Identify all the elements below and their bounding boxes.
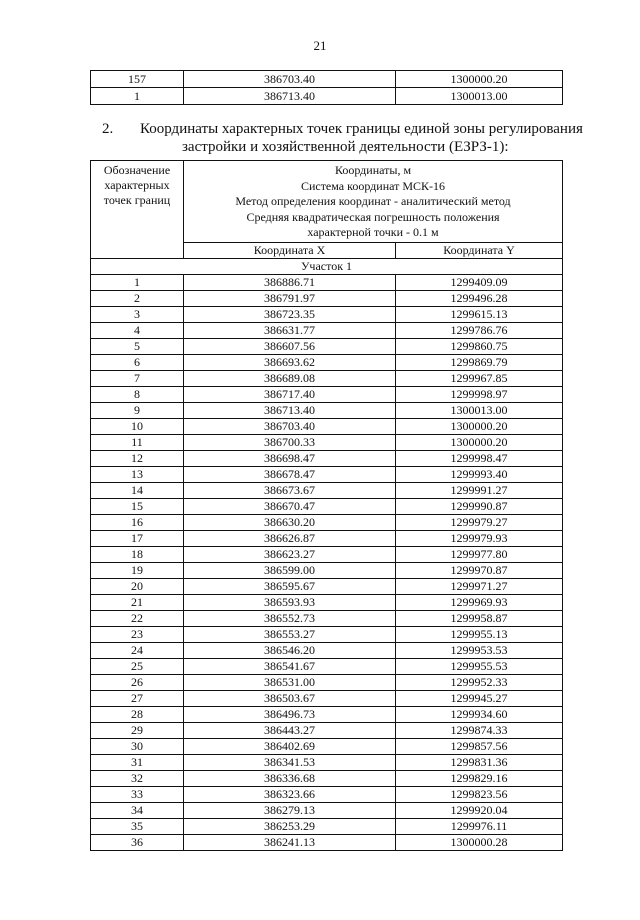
- point-number-cell: 18: [91, 546, 184, 562]
- y-coordinate-cell: 1299615.13: [396, 306, 563, 322]
- table-row: [91, 370, 563, 386]
- x-coordinate-cell: 386723.35: [184, 306, 396, 322]
- y-coordinate-cell: 1299955.13: [396, 626, 563, 642]
- point-number-cell: 25: [91, 658, 184, 674]
- y-coordinate-cell: 1300000.28: [396, 834, 563, 850]
- y-coordinate-cell: 1299953.53: [396, 642, 563, 658]
- y-coordinate-cell: 1299998.47: [396, 450, 563, 466]
- point-number-cell: 33: [91, 786, 184, 802]
- point-number-cell: 29: [91, 722, 184, 738]
- point-number-cell: 4: [91, 322, 184, 338]
- page-number: 21: [313, 38, 327, 53]
- table-row: [91, 498, 563, 514]
- y-coordinate-cell: 1299979.93: [396, 530, 563, 546]
- table-row: [91, 386, 563, 402]
- y-coordinate-cell: 1299860.75: [396, 338, 563, 354]
- x-coordinate-cell: 386402.69: [184, 738, 396, 754]
- y-coordinate-cell: 1299993.40: [396, 466, 563, 482]
- x-coordinate-cell: 386336.68: [184, 770, 396, 786]
- x-coordinate-cell: 386703.40: [184, 418, 396, 434]
- coordinates-table: [90, 160, 563, 851]
- x-coordinate-cell: 386599.00: [184, 562, 396, 578]
- x-coordinate-cell: 386678.47: [184, 466, 396, 482]
- y-coordinate-cell: 1299969.93: [396, 594, 563, 610]
- point-number-cell: 1: [91, 274, 184, 290]
- point-number-cell: 2: [91, 290, 184, 306]
- x-coordinate-cell: 386443.27: [184, 722, 396, 738]
- x-coordinate-cell: 386607.56: [184, 338, 396, 354]
- x-coordinate-cell: 386700.33: [184, 434, 396, 450]
- table-row: [91, 306, 563, 322]
- x-coordinate-cell: 386791.97: [184, 290, 396, 306]
- x-coordinate-cell: 386279.13: [184, 802, 396, 818]
- point-number-cell: 1: [91, 88, 184, 105]
- point-number-cell: 16: [91, 514, 184, 530]
- previous-table-continuation: [90, 70, 563, 105]
- y-coordinate-cell: 1299991.27: [396, 482, 563, 498]
- point-number-cell: 19: [91, 562, 184, 578]
- point-number-cell: 36: [91, 834, 184, 850]
- y-coordinate-cell: 1299958.87: [396, 610, 563, 626]
- point-number-cell: 34: [91, 802, 184, 818]
- y-coordinate-cell: 1300000.20: [396, 418, 563, 434]
- table-row: [91, 610, 563, 626]
- x-coordinate-cell: 386531.00: [184, 674, 396, 690]
- y-coordinate-cell: 1299869.79: [396, 354, 563, 370]
- y-column-header: Координата Y: [396, 242, 563, 258]
- x-column-header: Координата X: [184, 242, 396, 258]
- table-row: [91, 402, 563, 418]
- x-coordinate-cell: 386713.40: [184, 402, 396, 418]
- y-coordinate-cell: 1300013.00: [396, 402, 563, 418]
- table-row: [91, 578, 563, 594]
- y-coordinate-cell: 1299990.87: [396, 498, 563, 514]
- table-row: [91, 818, 563, 834]
- point-number-cell: 13: [91, 466, 184, 482]
- y-coordinate-cell: 1299976.11: [396, 818, 563, 834]
- x-coordinate-cell: 386546.20: [184, 642, 396, 658]
- point-number-cell: 22: [91, 610, 184, 626]
- table-row: [91, 338, 563, 354]
- x-coordinate-cell: 386670.47: [184, 498, 396, 514]
- x-coordinate-cell: 386717.40: [184, 386, 396, 402]
- x-coordinate-cell: 386553.27: [184, 626, 396, 642]
- table-row: [91, 626, 563, 642]
- table-row: [91, 802, 563, 818]
- x-coordinate-cell: 386626.87: [184, 530, 396, 546]
- table-row: [91, 290, 563, 306]
- x-coordinate-cell: 386673.67: [184, 482, 396, 498]
- x-coordinate-cell: 386713.40: [184, 88, 396, 105]
- table-row: [91, 562, 563, 578]
- coordinates-header: Координаты, м Система координат МСК-16 Метод определения координат - аналитический метод Средняя квадратическая погрешность положения характерной точки - 0.1 м: [184, 161, 563, 243]
- point-number-cell: 12: [91, 450, 184, 466]
- point-number-cell: 157: [91, 71, 184, 88]
- y-coordinate-cell: 1299829.16: [396, 770, 563, 786]
- point-number-cell: 23: [91, 626, 184, 642]
- point-number-cell: 5: [91, 338, 184, 354]
- table-row: [91, 706, 563, 722]
- x-coordinate-cell: 386323.66: [184, 786, 396, 802]
- point-number-cell: 30: [91, 738, 184, 754]
- y-coordinate-cell: 1299967.85: [396, 370, 563, 386]
- point-number-cell: 20: [91, 578, 184, 594]
- point-number-cell: 32: [91, 770, 184, 786]
- point-designation-header: Обозначение характерных точек границ: [91, 161, 184, 259]
- table-row: [91, 450, 563, 466]
- point-number-cell: 14: [91, 482, 184, 498]
- point-number-cell: 28: [91, 706, 184, 722]
- y-coordinate-cell: 1299952.33: [396, 674, 563, 690]
- x-coordinate-cell: 386698.47: [184, 450, 396, 466]
- y-coordinate-cell: 1299971.27: [396, 578, 563, 594]
- y-coordinate-cell: 1300000.20: [396, 434, 563, 450]
- y-coordinate-cell: 1299934.60: [396, 706, 563, 722]
- table-row: [91, 418, 563, 434]
- y-coordinate-cell: 1299786.76: [396, 322, 563, 338]
- table-row: [91, 722, 563, 738]
- y-coordinate-cell: 1299998.97: [396, 386, 563, 402]
- x-coordinate-cell: 386630.20: [184, 514, 396, 530]
- table-row: [91, 530, 563, 546]
- point-number-cell: 7: [91, 370, 184, 386]
- x-coordinate-cell: 386241.13: [184, 834, 396, 850]
- x-coordinate-cell: 386886.71: [184, 274, 396, 290]
- point-number-cell: 11: [91, 434, 184, 450]
- y-coordinate-cell: 1299874.33: [396, 722, 563, 738]
- x-coordinate-cell: 386595.67: [184, 578, 396, 594]
- y-coordinate-cell: 1299823.56: [396, 786, 563, 802]
- heading-line-2: застройки и хозяйственной деятельности (ЕЗРЗ-1):: [182, 139, 509, 155]
- table-row: [91, 274, 563, 290]
- point-number-cell: 10: [91, 418, 184, 434]
- x-coordinate-cell: 386552.73: [184, 610, 396, 626]
- x-coordinate-cell: 386503.67: [184, 690, 396, 706]
- x-coordinate-cell: 386593.93: [184, 594, 396, 610]
- table-row: [91, 834, 563, 850]
- table-row: [91, 466, 563, 482]
- y-coordinate-cell: 1299920.04: [396, 802, 563, 818]
- y-coordinate-cell: 1299979.27: [396, 514, 563, 530]
- point-number-cell: 26: [91, 674, 184, 690]
- section-title: Участок 1: [91, 258, 563, 274]
- table-row: [91, 754, 563, 770]
- point-number-cell: 17: [91, 530, 184, 546]
- y-coordinate-cell: 1299409.09: [396, 274, 563, 290]
- table-row: [91, 738, 563, 754]
- table-row: [91, 642, 563, 658]
- table-row: [91, 482, 563, 498]
- y-coordinate-cell: 1300013.00: [396, 88, 563, 105]
- y-coordinate-cell: 1299857.56: [396, 738, 563, 754]
- point-number-cell: 9: [91, 402, 184, 418]
- table-row: [91, 322, 563, 338]
- table-row: [91, 546, 563, 562]
- point-number-cell: 31: [91, 754, 184, 770]
- x-coordinate-cell: 386693.62: [184, 354, 396, 370]
- point-number-cell: 15: [91, 498, 184, 514]
- table-row: [91, 786, 563, 802]
- y-coordinate-cell: 1299831.36: [396, 754, 563, 770]
- y-coordinate-cell: 1299970.87: [396, 562, 563, 578]
- x-coordinate-cell: 386703.40: [184, 71, 396, 88]
- table-row: [91, 770, 563, 786]
- table-row: [91, 514, 563, 530]
- table-row: [91, 658, 563, 674]
- heading-number: 2.: [102, 121, 114, 137]
- table-row: [91, 690, 563, 706]
- table-row: [91, 354, 563, 370]
- point-number-cell: 21: [91, 594, 184, 610]
- table-row: [91, 88, 563, 105]
- y-coordinate-cell: 1299955.53: [396, 658, 563, 674]
- x-coordinate-cell: 386253.29: [184, 818, 396, 834]
- x-coordinate-cell: 386623.27: [184, 546, 396, 562]
- y-coordinate-cell: 1300000.20: [396, 71, 563, 88]
- table-row: [91, 674, 563, 690]
- point-number-cell: 8: [91, 386, 184, 402]
- table-row: [91, 71, 563, 88]
- x-coordinate-cell: 386689.08: [184, 370, 396, 386]
- table-row: [91, 594, 563, 610]
- x-coordinate-cell: 386496.73: [184, 706, 396, 722]
- point-number-cell: 35: [91, 818, 184, 834]
- x-coordinate-cell: 386541.67: [184, 658, 396, 674]
- x-coordinate-cell: 386341.53: [184, 754, 396, 770]
- table-row: [91, 434, 563, 450]
- y-coordinate-cell: 1299496.28: [396, 290, 563, 306]
- y-coordinate-cell: 1299977.80: [396, 546, 563, 562]
- point-number-cell: 27: [91, 690, 184, 706]
- heading-line-1: Координаты характерных точек границы единой зоны регулирования: [140, 121, 583, 137]
- x-coordinate-cell: 386631.77: [184, 322, 396, 338]
- y-coordinate-cell: 1299945.27: [396, 690, 563, 706]
- point-number-cell: 6: [91, 354, 184, 370]
- point-number-cell: 3: [91, 306, 184, 322]
- point-number-cell: 24: [91, 642, 184, 658]
